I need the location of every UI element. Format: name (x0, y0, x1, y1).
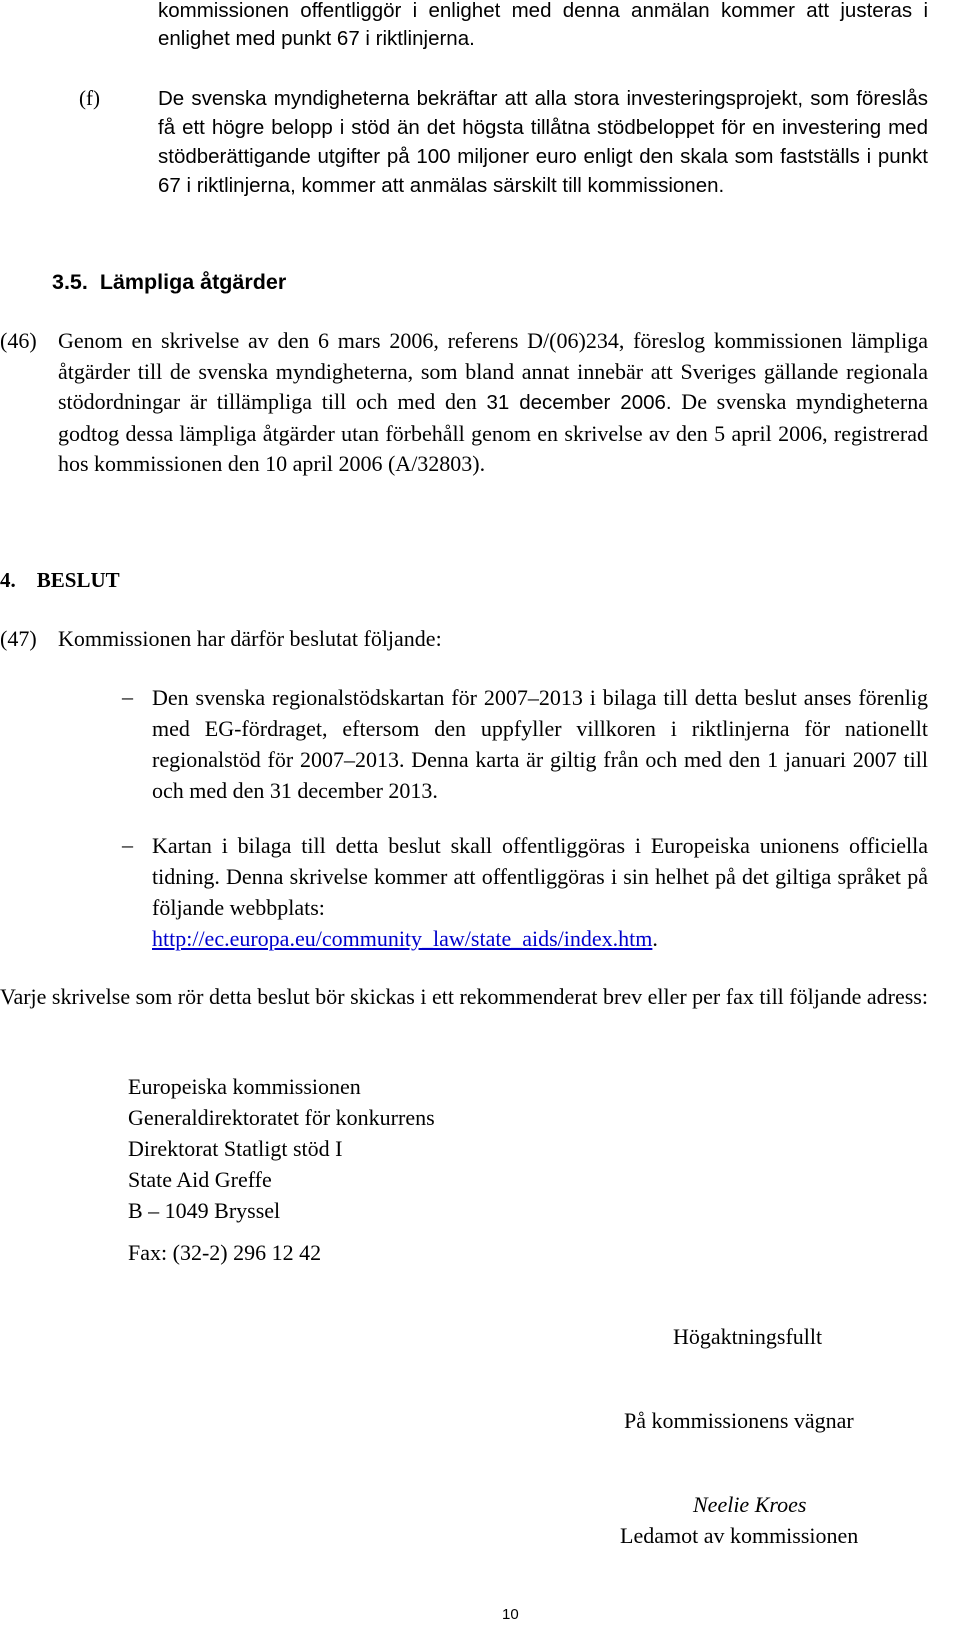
address-line: B – 1049 Bryssel (128, 1198, 281, 1223)
closing-on-behalf: På kommissionens vägnar (624, 1408, 854, 1433)
bullet-dash-2: – (122, 832, 133, 857)
state-aids-link[interactable]: http://ec.europa.eu/community_law/state_aids/index.htm (152, 926, 653, 951)
address-line: State Aid Greffe (128, 1167, 272, 1192)
bullet-2-link-line (152, 923, 928, 954)
continuation-paragraph: kommissionen offentliggör i enlighet med denna anmälan kommer att justeras i enlighet med punkt 67 i riktlinjerna. (158, 0, 928, 50)
bullet-2-period: . (652, 926, 658, 951)
para-46-lead: Genom en skrivelse av den 6 mars 2006, referens D/(06)234, föreslog kommissionen lämpliga åtgärder till de svenska myndigheterna, som bland annat innebär att Sveriges gällande regionala stödordningar är tillämpliga till och med den (58, 328, 928, 414)
bullet-2-body: Kartan i bilaga till detta beslut skall offentliggöras i Europeiska unionens officiella tidning. Denna skrivelse kommer att offentliggöras i sin helhet på det giltiga språket på följande webbplats: (152, 833, 928, 920)
address-line: Europeiska kommissionen (128, 1074, 361, 1099)
section-heading-3-5 (52, 268, 286, 296)
section-number: 3.5. (52, 270, 88, 294)
address-line: Direktorat Statligt stöd I (128, 1136, 343, 1161)
para-label-46: (46) (0, 328, 37, 353)
para-46-date: 31 december 2006. (486, 391, 672, 414)
bullet-dash-1: – (122, 684, 133, 709)
para-label-47: (47) (0, 626, 37, 651)
para-46-text (58, 326, 928, 480)
para-46-rest: De svenska myndigheterna godtog dessa lämpliga åtgärder utan förbehåll genom en skrivelse av den 5 april 2006, registrerad hos kommissionen den 10 april 2006 (A/32803). (58, 389, 929, 476)
signatory-name: Neelie Kroes (693, 1492, 807, 1517)
section-4-number: 4. (0, 568, 16, 592)
section-title: Lämpliga åtgärder (99, 270, 287, 294)
page-number: 10 (502, 1606, 519, 1623)
para-47-text: Kommissionen har därför beslutat följande: (58, 626, 442, 651)
address-line: Generaldirektoratet för konkurrens (128, 1105, 435, 1130)
fax-line: Fax: (32-2) 296 12 42 (128, 1240, 322, 1265)
bullet-1-text: Den svenska regionalstödskartan för 2007–2013 i bilaga till detta beslut anses förenlig med EG-fördraget, eftersom den uppfyller villkoren i riktlinjerna för nationellt regionalstöd för 2007–2013. Denna karta är giltig från och med den 1 januari 2007 till och med den 31 december 2013. (152, 685, 928, 803)
item-label-f: (f) (79, 86, 100, 110)
correspondence-paragraph: Varje skrivelse som rör detta beslut bör skickas i ett rekommenderat brev eller per fax till följande adress: (0, 984, 928, 1009)
section-4-title: BESLUT (36, 568, 120, 592)
address-block (128, 1071, 435, 1226)
bullet-2-text (152, 830, 928, 923)
signatory-title: Ledamot av kommissionen (620, 1523, 859, 1548)
item-f-paragraph: De svenska myndigheterna bekräftar att alla stora investeringsprojekt, som föreslås få ett högre belopp i stöd än det högsta tillåtna stödbeloppet för en investering med stödberättigande utgifter på 100 miljoner euro enligt den skala som fastställs i punkt 67 i riktlinjerna, kommer att anmälas särskilt till kommissionen. (158, 87, 928, 197)
section-heading-4 (0, 566, 120, 594)
closing-salutation: Högaktningsfullt (673, 1324, 823, 1349)
